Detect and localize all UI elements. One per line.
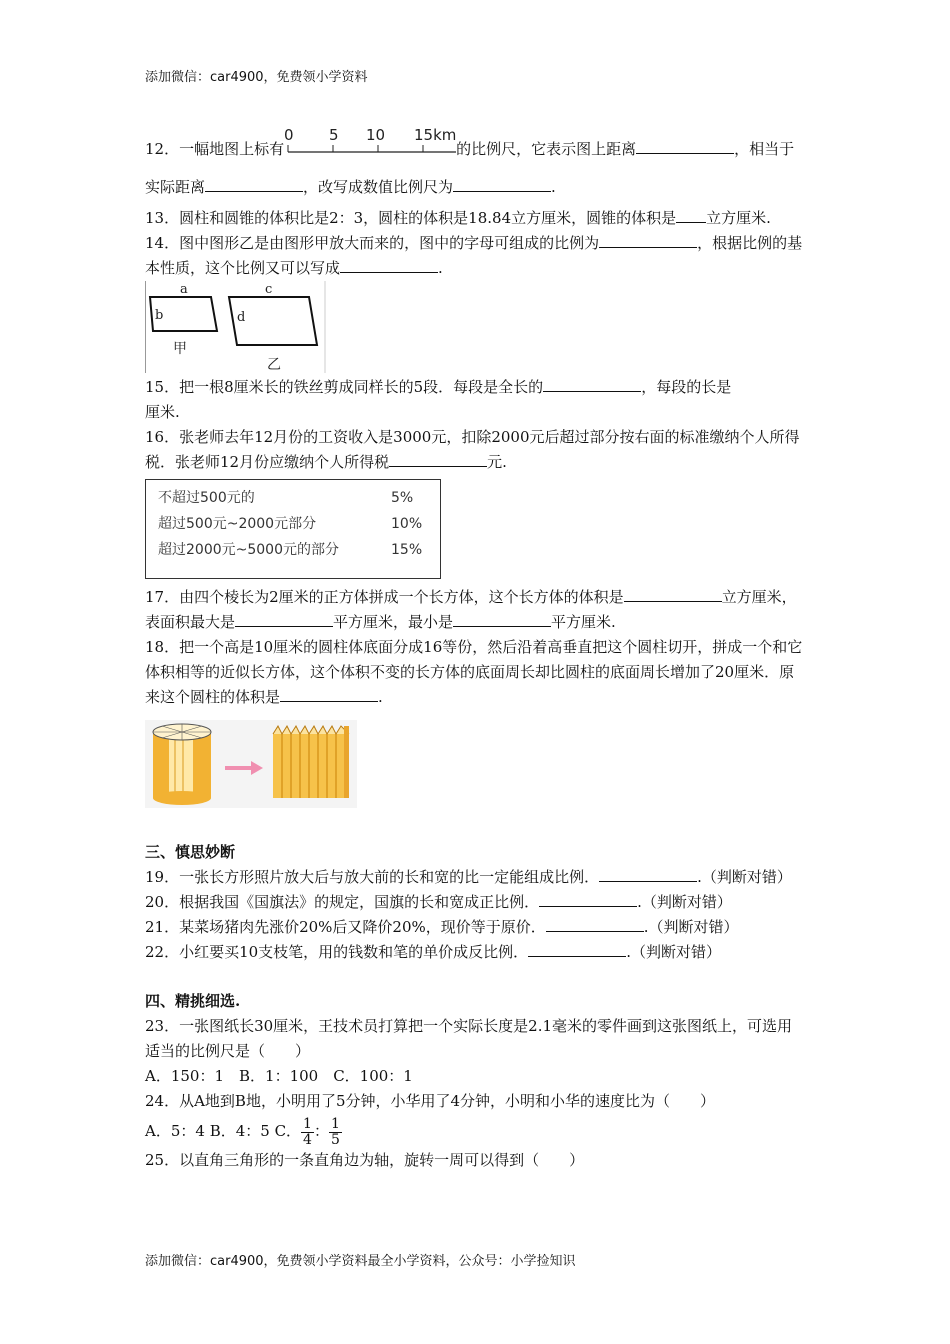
fraction-one-fifth: $\frac{1}{5}$ bbox=[330, 1115, 340, 1148]
answer-blank[interactable] bbox=[205, 177, 303, 192]
scale-tick-5: 5 bbox=[329, 128, 339, 144]
label-yi: 乙 bbox=[267, 357, 281, 373]
cylinder-cut-figure bbox=[145, 720, 805, 816]
scale-tick-15km: 15km bbox=[414, 128, 457, 144]
tax-range-2: 超过500元~2000元部分 bbox=[158, 516, 317, 532]
scale-bar-figure bbox=[284, 128, 456, 160]
answer-blank[interactable] bbox=[280, 687, 378, 702]
tax-range-1: 不超过500元的 bbox=[158, 490, 255, 506]
answer-blank[interactable] bbox=[235, 612, 333, 627]
parallelogram-figure bbox=[145, 281, 805, 375]
tax-range-3: 超过2000元~5000元的部分 bbox=[158, 542, 339, 558]
question-21: 21．某菜场猪肉先涨价20%后又降价20%，现价等于原价． .（判断对错） bbox=[145, 918, 739, 936]
answer-blank[interactable] bbox=[636, 139, 734, 154]
question-25: 25．以直角三角形的一条直角边为轴，旋转一周可以得到（ ） bbox=[145, 1151, 585, 1169]
answer-blank[interactable] bbox=[543, 377, 641, 392]
question-20: 20．根据我国《国旗法》的规定，国旗的长和宽成正比例． .（判断对错） bbox=[145, 893, 732, 911]
label-c: c bbox=[265, 282, 273, 297]
section-4-title: 四、精挑细选. bbox=[145, 992, 241, 1010]
answer-blank[interactable] bbox=[599, 233, 697, 248]
tax-rate-1: 5% bbox=[391, 490, 414, 506]
label-d: d bbox=[237, 310, 246, 325]
tax-rate-3: 15% bbox=[391, 542, 423, 558]
question-15: 15．把一根8厘米长的铁丝剪成同样长的5段．每段是全长的 ，每段的长是 厘米. bbox=[145, 378, 732, 421]
tax-rate-2: 10% bbox=[391, 516, 423, 532]
section-3-title: 三、慎思妙断 bbox=[145, 843, 236, 861]
question-13: 13．圆柱和圆锥的体积比是2：3，圆柱的体积是18.84立方厘米，圆锥的体积是 立方厘米. bbox=[145, 209, 771, 227]
question-content bbox=[145, 128, 805, 1173]
answer-blank[interactable] bbox=[453, 612, 551, 627]
question-19: 19．一张长方形照片放大后与放大前的长和宽的比一定能组成比例． .（判断对错） bbox=[145, 868, 792, 886]
answer-blank[interactable] bbox=[528, 942, 626, 957]
question-24-options[interactable]: A．5：4 B．4：5 C． $\frac{1}{4}$ ： $\frac{1}{5}$ bbox=[145, 1115, 340, 1148]
answer-blank[interactable] bbox=[546, 917, 644, 932]
answer-blank[interactable] bbox=[389, 452, 487, 467]
answer-blank[interactable] bbox=[539, 892, 637, 907]
answer-blank[interactable] bbox=[676, 208, 706, 223]
tax-rate-table bbox=[145, 479, 441, 579]
question-23-options[interactable]: A．150：1 B．1：100 C．100：1 bbox=[145, 1067, 413, 1085]
scale-tick-10: 10 bbox=[366, 128, 386, 144]
answer-blank[interactable] bbox=[599, 867, 697, 882]
label-jia: 甲 bbox=[173, 341, 187, 357]
question-16: 16．张老师去年12月份的工资收入是3000元，扣除2000元后超过部分按右面的标准缴纳个人所得税．张老师12月份应缴纳个人所得税 元. bbox=[145, 428, 800, 471]
label-b: b bbox=[155, 308, 164, 323]
answer-blank[interactable] bbox=[624, 587, 722, 602]
answer-blank[interactable] bbox=[340, 258, 438, 273]
question-12: 12．一幅地图上标有 0 5 10 15km 的比例尺，它表示图上距离 ，相当于实际距离 ，改写成数值比例尺为 . bbox=[145, 128, 795, 196]
page-footer: 添加微信：car4900，免费领小学资料最全小学资料，公众号：小学捡知识 bbox=[145, 1254, 576, 1269]
label-a: a bbox=[180, 282, 188, 297]
page-header: 添加微信：car4900，免费领小学资料 bbox=[145, 70, 368, 85]
question-14: 14．图中图形乙是由图形甲放大而来的，图中的字母可组成的比例为 ，根据比例的基本性质，这个比例又可以写成 . bbox=[145, 234, 803, 277]
question-17: 17．由四个棱长为2厘米的正方体拼成一个长方体，这个长方体的体积是 立方厘米，表面积最大是 平方厘米，最小是 平方厘米. bbox=[145, 588, 797, 631]
fraction-one-quarter: $\frac{1}{4}$ bbox=[303, 1115, 312, 1148]
question-18: 18．把一个高是10厘米的圆柱体底面分成16等份，然后沿着高垂直把这个圆柱切开，拼成一个和它体积相等的近似长方体，这个体积不变的长方体的底面周长却比圆柱的底面周长增加了20厘米．原来这个圆柱的体积是 . bbox=[145, 638, 803, 706]
scale-tick-0: 0 bbox=[284, 128, 294, 144]
question-22: 22．小红要买10支枝笔，用的钱数和笔的单价成反比例． .（判断对错） bbox=[145, 943, 721, 961]
answer-blank[interactable] bbox=[453, 177, 551, 192]
question-23: 23．一张图纸长30厘米，王技术员打算把一个实际长度是2.1毫米的零件画到这张图纸上，可选用适当的比例尺是（ ） bbox=[145, 1017, 793, 1060]
question-24: 24．从A地到B地，小明用了5分钟，小华用了4分钟，小明和小华的速度比为（ ） bbox=[145, 1092, 716, 1110]
